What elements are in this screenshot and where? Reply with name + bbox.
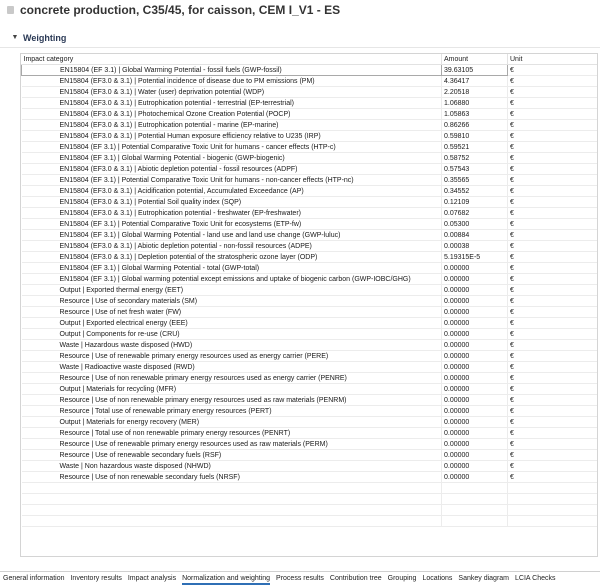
unit-cell: € bbox=[508, 241, 598, 252]
tab-general-information[interactable]: General information bbox=[3, 574, 65, 582]
amount-cell: 0.00884 bbox=[442, 230, 508, 241]
tab-lcia-checks[interactable]: LCIA Checks bbox=[515, 574, 556, 582]
impact-category-cell: EN15804 (EF3.0 & 3.1) | Depletion potential of the stratospheric ozone layer (ODP) bbox=[22, 252, 442, 263]
table-row[interactable] bbox=[22, 252, 598, 263]
impact-category-cell: Resource | Use of non renewable secondary fuels (NRSF) bbox=[22, 472, 442, 483]
empty-cell bbox=[508, 505, 598, 516]
amount-cell: 0.59521 bbox=[442, 142, 508, 153]
table-row[interactable] bbox=[22, 428, 598, 439]
impact-category-cell: Waste | Hazardous waste disposed (HWD) bbox=[22, 340, 442, 351]
amount-cell: 0.00000 bbox=[442, 296, 508, 307]
weighting-section-header[interactable] bbox=[0, 30, 600, 45]
unit-cell: € bbox=[508, 131, 598, 142]
unit-cell: € bbox=[508, 219, 598, 230]
empty-cell bbox=[442, 483, 508, 494]
table-row[interactable] bbox=[22, 285, 598, 296]
table-row[interactable] bbox=[22, 329, 598, 340]
tab-normalization-and-weighting[interactable]: Normalization and weighting bbox=[180, 573, 272, 585]
impact-category-cell: EN15804 (EF3.0 & 3.1) | Potential Human exposure efficiency relative to U235 (IRP) bbox=[22, 131, 442, 142]
amount-cell: 0.00000 bbox=[442, 263, 508, 274]
chevron-down-icon[interactable]: ▼ bbox=[11, 34, 19, 41]
amount-cell: 0.35565 bbox=[442, 175, 508, 186]
amount-cell: 39.63105 bbox=[442, 65, 508, 76]
table-row[interactable] bbox=[22, 131, 598, 142]
impact-category-cell: EN15804 (EF3.0 & 3.1) | Water (user) deprivation potential (WDP) bbox=[22, 87, 442, 98]
amount-cell: 0.00000 bbox=[442, 362, 508, 373]
amount-cell: 5.19315E-5 bbox=[442, 252, 508, 263]
amount-cell: 0.59810 bbox=[442, 131, 508, 142]
amount-cell: 1.06880 bbox=[442, 98, 508, 109]
impact-category-cell: EN15804 (EF3.0 & 3.1) | Eutrophication potential - freshwater (EP-freshwater) bbox=[22, 208, 442, 219]
impact-category-cell: Resource | Use of secondary materials (SM) bbox=[22, 296, 442, 307]
empty-cell bbox=[442, 516, 508, 527]
tab-grouping[interactable]: Grouping bbox=[387, 574, 417, 582]
table-row[interactable] bbox=[22, 395, 598, 406]
table-row[interactable] bbox=[22, 318, 598, 329]
empty-cell bbox=[508, 483, 598, 494]
unit-cell: € bbox=[508, 351, 598, 362]
table-row[interactable] bbox=[22, 65, 598, 76]
table-row[interactable] bbox=[22, 263, 598, 274]
impact-category-cell: EN15804 (EF3.0 & 3.1) | Abiotic depletion potential - non-fossil resources (ADPE) bbox=[22, 241, 442, 252]
amount-cell: 0.00000 bbox=[442, 439, 508, 450]
impact-category-cell: Resource | Use of renewable secondary fuels (RSF) bbox=[22, 450, 442, 461]
table-row[interactable] bbox=[22, 98, 598, 109]
table-row[interactable] bbox=[22, 164, 598, 175]
amount-cell: 0.00000 bbox=[442, 373, 508, 384]
unit-cell: € bbox=[508, 285, 598, 296]
empty-cell bbox=[508, 516, 598, 527]
table-row[interactable] bbox=[22, 406, 598, 417]
unit-cell: € bbox=[508, 263, 598, 274]
table-row[interactable] bbox=[22, 186, 598, 197]
table-row[interactable] bbox=[22, 175, 598, 186]
empty-table-row bbox=[22, 494, 598, 505]
amount-cell: 0.57543 bbox=[442, 164, 508, 175]
amount-cell: 0.86266 bbox=[442, 120, 508, 131]
empty-table-row bbox=[22, 505, 598, 516]
section-title: Weighting bbox=[23, 32, 67, 43]
impact-category-cell: Resource | Use of non renewable primary energy resources used as energy carrier (PENRE) bbox=[22, 373, 442, 384]
amount-cell: 0.00038 bbox=[442, 241, 508, 252]
table-row[interactable] bbox=[22, 373, 598, 384]
unit-cell: € bbox=[508, 208, 598, 219]
table-row[interactable] bbox=[22, 87, 598, 98]
table-row[interactable] bbox=[22, 450, 598, 461]
tab-process-results[interactable]: Process results bbox=[276, 574, 324, 582]
amount-cell: 0.00000 bbox=[442, 450, 508, 461]
amount-cell: 0.00000 bbox=[442, 351, 508, 362]
tab-locations[interactable]: Locations bbox=[422, 574, 453, 582]
empty-table-row bbox=[22, 516, 598, 527]
table-row[interactable] bbox=[22, 340, 598, 351]
unit-cell: € bbox=[508, 384, 598, 395]
impact-category-cell: Output | Materials for recycling (MFR) bbox=[22, 384, 442, 395]
amount-cell: 0.00000 bbox=[442, 472, 508, 483]
impact-category-cell: EN15804 (EF 3.1) | Global Warming Potential - land use and land use change (GWP-luluc) bbox=[22, 230, 442, 241]
table-row[interactable] bbox=[22, 362, 598, 373]
amount-cell: 1.05863 bbox=[442, 109, 508, 120]
editor-tab-bar bbox=[0, 571, 600, 585]
amount-cell: 0.00000 bbox=[442, 406, 508, 417]
column-header-impact-category[interactable]: Impact category bbox=[22, 54, 442, 65]
impact-category-cell: EN15804 (EF3.0 & 3.1) | Eutrophication potential - terrestrial (EP-terrestrial) bbox=[22, 98, 442, 109]
impact-category-cell: Resource | Use of renewable primary energy resources used as raw materials (PERM) bbox=[22, 439, 442, 450]
amount-cell: 0.00000 bbox=[442, 318, 508, 329]
impact-category-cell: EN15804 (EF3.0 & 3.1) | Photochemical Ozone Creation Potential (POCP) bbox=[22, 109, 442, 120]
impact-category-cell: Resource | Use of net fresh water (FW) bbox=[22, 307, 442, 318]
table-row[interactable] bbox=[22, 274, 598, 285]
result-file-icon bbox=[6, 5, 15, 15]
unit-cell: € bbox=[508, 307, 598, 318]
impact-category-cell: EN15804 (EF 3.1) | Potential Comparative Toxic Unit for humans - cancer effects (HTP-c) bbox=[22, 142, 442, 153]
table-row[interactable] bbox=[22, 208, 598, 219]
empty-cell bbox=[22, 516, 442, 527]
unit-cell: € bbox=[508, 329, 598, 340]
unit-cell: € bbox=[508, 186, 598, 197]
impact-category-cell: EN15804 (EF 3.1) | Global Warming Potential - fossil fuels (GWP-fossil) bbox=[22, 65, 442, 76]
unit-cell: € bbox=[508, 461, 598, 472]
empty-cell bbox=[22, 494, 442, 505]
table-row[interactable] bbox=[22, 461, 598, 472]
empty-cell bbox=[508, 494, 598, 505]
section-divider bbox=[0, 47, 600, 48]
unit-cell: € bbox=[508, 318, 598, 329]
unit-cell: € bbox=[508, 406, 598, 417]
table-row[interactable] bbox=[22, 417, 598, 428]
amount-cell: 0.00000 bbox=[442, 329, 508, 340]
empty-cell bbox=[442, 505, 508, 516]
amount-cell: 0.00000 bbox=[442, 417, 508, 428]
empty-cell bbox=[442, 494, 508, 505]
table-row[interactable] bbox=[22, 296, 598, 307]
unit-cell: € bbox=[508, 142, 598, 153]
impact-category-cell: EN15804 (EF3.0 & 3.1) | Potential Soil quality index (SQP) bbox=[22, 197, 442, 208]
tab-inventory-results[interactable]: Inventory results bbox=[70, 574, 122, 582]
unit-cell: € bbox=[508, 65, 598, 76]
unit-cell: € bbox=[508, 252, 598, 263]
impact-category-cell: EN15804 (EF3.0 & 3.1) | Eutrophication potential - marine (EP-marine) bbox=[22, 120, 442, 131]
amount-cell: 0.00000 bbox=[442, 340, 508, 351]
table-row[interactable] bbox=[22, 472, 598, 483]
column-header-unit[interactable]: Unit bbox=[508, 54, 598, 65]
impact-category-cell: EN15804 (EF3.0 & 3.1) | Potential incidence of disease due to PM emissions (PM) bbox=[22, 76, 442, 87]
unit-cell: € bbox=[508, 340, 598, 351]
unit-cell: € bbox=[508, 164, 598, 175]
impact-category-cell: EN15804 (EF 3.1) | Global warming potential except emissions and uptake of biogenic carbon (GWP-IOBC/GHG) bbox=[22, 274, 442, 285]
column-header-amount[interactable]: Amount bbox=[442, 54, 508, 65]
unit-cell: € bbox=[508, 175, 598, 186]
table-row[interactable] bbox=[22, 439, 598, 450]
amount-cell: 4.36417 bbox=[442, 76, 508, 87]
impact-category-cell: EN15804 (EF3.0 & 3.1) | Abiotic depletion potential - fossil resources (ADPF) bbox=[22, 164, 442, 175]
unit-cell: € bbox=[508, 439, 598, 450]
weighting-table[interactable] bbox=[20, 53, 598, 557]
impact-category-cell: EN15804 (EF 3.1) | Global Warming Potential - total (GWP-total) bbox=[22, 263, 442, 274]
impact-category-cell: Waste | Non hazardous waste disposed (NHWD) bbox=[22, 461, 442, 472]
unit-cell: € bbox=[508, 450, 598, 461]
unit-cell: € bbox=[508, 362, 598, 373]
impact-category-cell: EN15804 (EF 3.1) | Potential Comparative Toxic Unit for ecosystems (ETP-fw) bbox=[22, 219, 442, 230]
table-header-row bbox=[22, 54, 598, 65]
table-row[interactable] bbox=[22, 241, 598, 252]
impact-category-cell: EN15804 (EF 3.1) | Potential Comparative Toxic Unit for humans - non-cancer effects (HTP-nc) bbox=[22, 175, 442, 186]
unit-cell: € bbox=[508, 109, 598, 120]
unit-cell: € bbox=[508, 76, 598, 87]
amount-cell: 0.00000 bbox=[442, 285, 508, 296]
table-row[interactable] bbox=[22, 384, 598, 395]
table-row[interactable] bbox=[22, 307, 598, 318]
amount-cell: 0.00000 bbox=[442, 384, 508, 395]
unit-cell: € bbox=[508, 395, 598, 406]
impact-category-cell: Output | Materials for energy recovery (MER) bbox=[22, 417, 442, 428]
impact-category-cell: Resource | Use of renewable primary energy resources used as energy carrier (PERE) bbox=[22, 351, 442, 362]
amount-cell: 0.00000 bbox=[442, 395, 508, 406]
unit-cell: € bbox=[508, 417, 598, 428]
unit-cell: € bbox=[508, 153, 598, 164]
amount-cell: 0.00000 bbox=[442, 428, 508, 439]
tab-sankey-diagram[interactable]: Sankey diagram bbox=[458, 574, 510, 582]
tab-contribution-tree[interactable]: Contribution tree bbox=[329, 574, 382, 582]
table-row[interactable] bbox=[22, 219, 598, 230]
unit-cell: € bbox=[508, 98, 598, 109]
table-row[interactable] bbox=[22, 230, 598, 241]
impact-category-cell: Output | Exported electrical energy (EEE) bbox=[22, 318, 442, 329]
table-row[interactable] bbox=[22, 120, 598, 131]
tab-impact-analysis[interactable]: Impact analysis bbox=[127, 574, 177, 582]
unit-cell: € bbox=[508, 197, 598, 208]
table-row[interactable] bbox=[22, 351, 598, 362]
impact-category-cell: Resource | Total use of renewable primary energy resources (PERT) bbox=[22, 406, 442, 417]
impact-category-cell: Resource | Use of non renewable primary energy resources used as raw materials (PENRM) bbox=[22, 395, 442, 406]
impact-category-cell: EN15804 (EF 3.1) | Global Warming Potential - biogenic (GWP-biogenic) bbox=[22, 153, 442, 164]
unit-cell: € bbox=[508, 230, 598, 241]
amount-cell: 0.58752 bbox=[442, 153, 508, 164]
unit-cell: € bbox=[508, 296, 598, 307]
amount-cell: 2.20518 bbox=[442, 87, 508, 98]
impact-category-cell: Waste | Radioactive waste disposed (RWD) bbox=[22, 362, 442, 373]
impact-category-cell: EN15804 (EF3.0 & 3.1) | Acidification potential, Accumulated Exceedance (AP) bbox=[22, 186, 442, 197]
table-row[interactable] bbox=[22, 197, 598, 208]
empty-cell bbox=[22, 505, 442, 516]
unit-cell: € bbox=[508, 274, 598, 285]
unit-cell: € bbox=[508, 120, 598, 131]
amount-cell: 0.00000 bbox=[442, 307, 508, 318]
editor-title-bar bbox=[0, 0, 600, 20]
amount-cell: 0.00000 bbox=[442, 461, 508, 472]
impact-category-cell: Output | Components for re-use (CRU) bbox=[22, 329, 442, 340]
amount-cell: 0.00000 bbox=[442, 274, 508, 285]
unit-cell: € bbox=[508, 428, 598, 439]
empty-cell bbox=[22, 483, 442, 494]
amount-cell: 0.07682 bbox=[442, 208, 508, 219]
amount-cell: 0.05300 bbox=[442, 219, 508, 230]
empty-table-row bbox=[22, 483, 598, 494]
table-row[interactable] bbox=[22, 142, 598, 153]
table-row[interactable] bbox=[22, 109, 598, 120]
impact-category-cell: Output | Exported thermal energy (EET) bbox=[22, 285, 442, 296]
amount-cell: 0.34552 bbox=[442, 186, 508, 197]
editor-title: concrete production, C35/45, for caisson, CEM I_V1 - ES bbox=[20, 3, 341, 17]
unit-cell: € bbox=[508, 87, 598, 98]
unit-cell: € bbox=[508, 373, 598, 384]
unit-cell: € bbox=[508, 472, 598, 483]
impact-category-cell: Resource | Total use of non renewable primary energy resources (PENRT) bbox=[22, 428, 442, 439]
amount-cell: 0.12109 bbox=[442, 197, 508, 208]
table-row[interactable] bbox=[22, 76, 598, 87]
table-row[interactable] bbox=[22, 153, 598, 164]
